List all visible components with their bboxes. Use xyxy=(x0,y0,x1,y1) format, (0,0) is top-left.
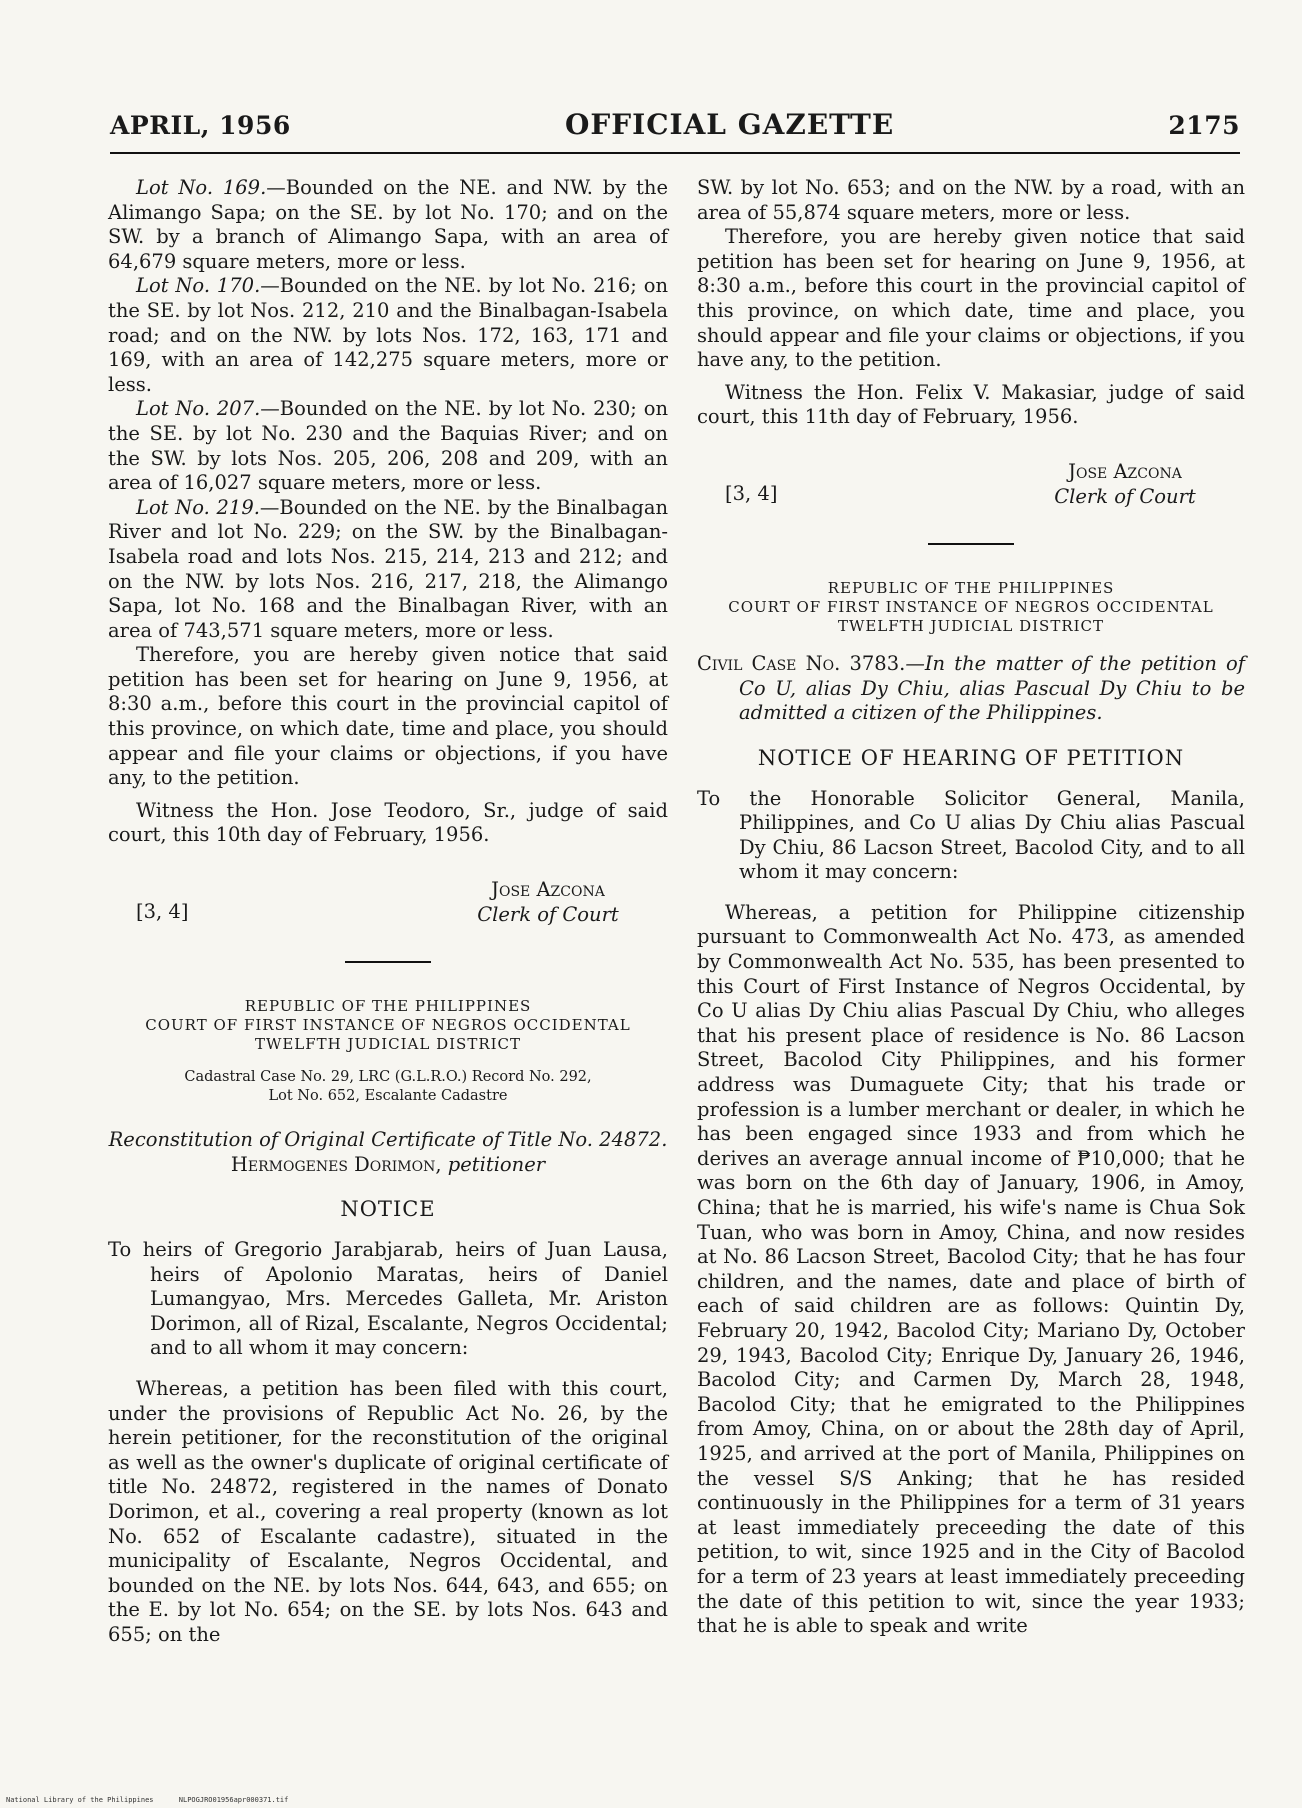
clerk-name: Jose Azcona xyxy=(491,878,605,902)
page-number: 2175 xyxy=(1168,111,1240,140)
header-rule xyxy=(110,152,1240,154)
court-heading: REPUBLIC OF THE PHILIPPINES COURT OF FIRST INSTANCE OF NEGROS OCCIDENTAL TWELFTH JUDICIAL DISTRICT xyxy=(145,997,631,1054)
issue-date: APRIL, 1956 xyxy=(110,111,291,140)
lot-paragraph: Lot No. 169.—Bounded on the NE. and NW. by the Alimango Sapa; on the SE. by lot No. 170; and on the SW. by a branch of Alimango Sapa, with an area of 64,679 square meters, more or less. xyxy=(108,176,668,273)
witness-paragraph: Witness the Hon. Jose Teodoro, Sr., judge of said court, this 10th day of February, 1956. xyxy=(108,798,668,847)
clerk-name: Jose Azcona xyxy=(1068,459,1182,483)
page-header xyxy=(110,108,1240,141)
issue-code: [3, 4] xyxy=(136,900,189,924)
civil-case-title: Civil Case No. 3783.—In the matter of the petition of Co U, alias Dy Chiu, alias Pascual Dy Chiu to be admitted a citizen of the Philippines. xyxy=(697,652,1246,725)
signature-block xyxy=(697,460,1245,509)
left-column xyxy=(108,176,668,1648)
signature-block xyxy=(108,878,668,927)
section-divider xyxy=(345,961,431,963)
court-heading: REPUBLIC OF THE PHILIPPINES COURT OF FIRST INSTANCE OF NEGROS OCCIDENTAL TWELFTH JUDICIAL DISTRICT xyxy=(728,579,1214,636)
continued-paragraph: SW. by lot No. 653; and on the NW. by a road, with an area of 55,874 square meters, more or less. xyxy=(697,176,1245,224)
notice-title: NOTICE OF HEARING OF PETITION xyxy=(757,745,1185,770)
whereas-paragraph: Whereas, a petition has been filed with this court, under the provisions of Republic Act No. 26, by the herein petitioner, for the reconstitution of the original as well as the owner's duplicate of original certificate of title No. 24872, registered in the names of Donato Dorimon, et al., covering a real property (known as lot No. 652 of Escalante cadastre), situated in the municipality of Escalante, Negros Occidental, and bounded on the NE. by lots Nos. 644, 643, and 655; on the E. by lot No. 654; on the SE. by lots Nos. 643 and 655; on the xyxy=(108,1376,668,1646)
therefore-paragraph: Therefore, you are hereby given notice that said petition has been set for hearing on June 9, 1956, at 8:30 a.m., before this court in the provincial capitol of this province, on which date, time and place, you should appear and file your claims or objections, if you have any, to the petition. xyxy=(697,225,1245,372)
case-info: Cadastral Case No. 29, LRC (G.L.R.O.) Record No. 292, Lot No. 652, Escalante Cadastre xyxy=(184,1069,592,1105)
scan-footer: National Library of the Philippines NLPOGJRO01956apr000371.tif xyxy=(6,1796,289,1804)
therefore-paragraph: Therefore, you are hereby given notice that said petition has been set for hearing on June 9, 1956, at 8:30 a.m., before this court in the provincial capitol of this province, on which date, time and place, you should appear and file your claims or objections, if you have any, to the petition. xyxy=(108,643,668,790)
issue-code: [3, 4] xyxy=(725,481,778,505)
clerk-title: Clerk of Court xyxy=(477,902,619,926)
publication-title: OFFICIAL GAZETTE xyxy=(564,108,895,141)
clerk-title: Clerk of Court xyxy=(1054,484,1196,508)
lot-paragraph: Lot No. 170.—Bounded on the NE. by lot No. 216; on the SE. by lot Nos. 212, 210 and the Binalbagan-Isabela road; and on the NW. by lots Nos. 172, 163, 171 and 169, with an area of 142,275 square meters, more or less. xyxy=(108,274,669,396)
lot-paragraph: Lot No. 219.—Bounded on the NE. by the Binalbagan River and lot No. 229; on the SW. by the Binalbagan-Isabela road and lots Nos. 215, 214, 213 and 212; and on the NW. by lots Nos. 216, 217, 218, the Alimango Sapa, lot No. 168 and the Binalbagan River, with an area of 743,571 square meters, more or less. xyxy=(108,495,668,642)
addressee-paragraph: To the Honorable Solicitor General, Manila, Philippines, and Co U alias Dy Chiu alias Pascual Dy Chiu, 86 Lacson Street, Bacolod City, and to all whom it may concern: xyxy=(697,786,1245,884)
section-divider xyxy=(928,543,1014,545)
right-column xyxy=(697,176,1245,1639)
addressee-paragraph: To heirs of Gregorio Jarabjarab, heirs of Juan Lausa, heirs of Apolonio Maratas, heirs of Daniel Lumangyao, Mrs. Mercedes Galleta, Mr. Ariston Dorimon, all of Rizal, Escalante, Negros Occidental; and to all whom it may concern: xyxy=(108,1238,668,1360)
reconstitution-title: Reconstitution of Original Certificate of Title No. 24872. Hermogenes Dorimon, petitioner xyxy=(108,1128,668,1176)
notice-title: NOTICE xyxy=(340,1197,436,1222)
whereas-paragraph: Whereas, a petition for Philippine citizenship pursuant to Commonwealth Act No. 473, as amended by Commonwealth Act No. 535, has been presented to this Court of First Instance of Negros Occidental, by Co U alias Dy Chiu alias Pascual Dy Chiu, who alleges that his present place of residence is No. 86 Lacson Street, Bacolod City Philippines, and his former address was Dumaguete City; that his trade or profession is a lumber merchant or dealer, in which he has been engaged since 1933 and from which he derives an average annual income of ₱10,000; that he was born on the 6th day of January, 1906, in Amoy, China; that he is married, his wife's name is Chua Sok Tuan, who was born in Amoy, China, and now resides at No. 86 Lacson Street, Bacolod City; that he has four children, and the names, date and place of birth of each of said children are as follows: Quintin Dy, February 20, 1942, Bacolod City; Mariano Dy, October 29, 1943, Bacolod City; Enrique Dy, January 26, 1946, Bacolod City; and Carmen Dy, March 28, 1948, Bacolod City; that he emigrated to the Philippines from Amoy, China, on or about the 28th day of April, 1925, and arrived at the port of Manila, Philippines on the vessel S/S Anking; that he has resided continuously in the Philippines for a term of 31 years at least immediately preceeding the date of this petition, to wit, since 1925 and in the City of Bacolod for a term of 23 years at least immediately preceeding the date of this petition to wit, since the year 1933; that he is able to speak and write xyxy=(697,900,1245,1638)
lot-paragraph: Lot No. 207.—Bounded on the NE. by lot No. 230; on the SE. by lot No. 230 and the Baquias River; and on the SW. by lots Nos. 205, 206, 208 and 209, with an area of 16,027 square meters, more or less. xyxy=(108,397,669,495)
witness-paragraph: Witness the Hon. Felix V. Makasiar, judge of said court, this 11th day of February, 1956. xyxy=(697,380,1245,429)
